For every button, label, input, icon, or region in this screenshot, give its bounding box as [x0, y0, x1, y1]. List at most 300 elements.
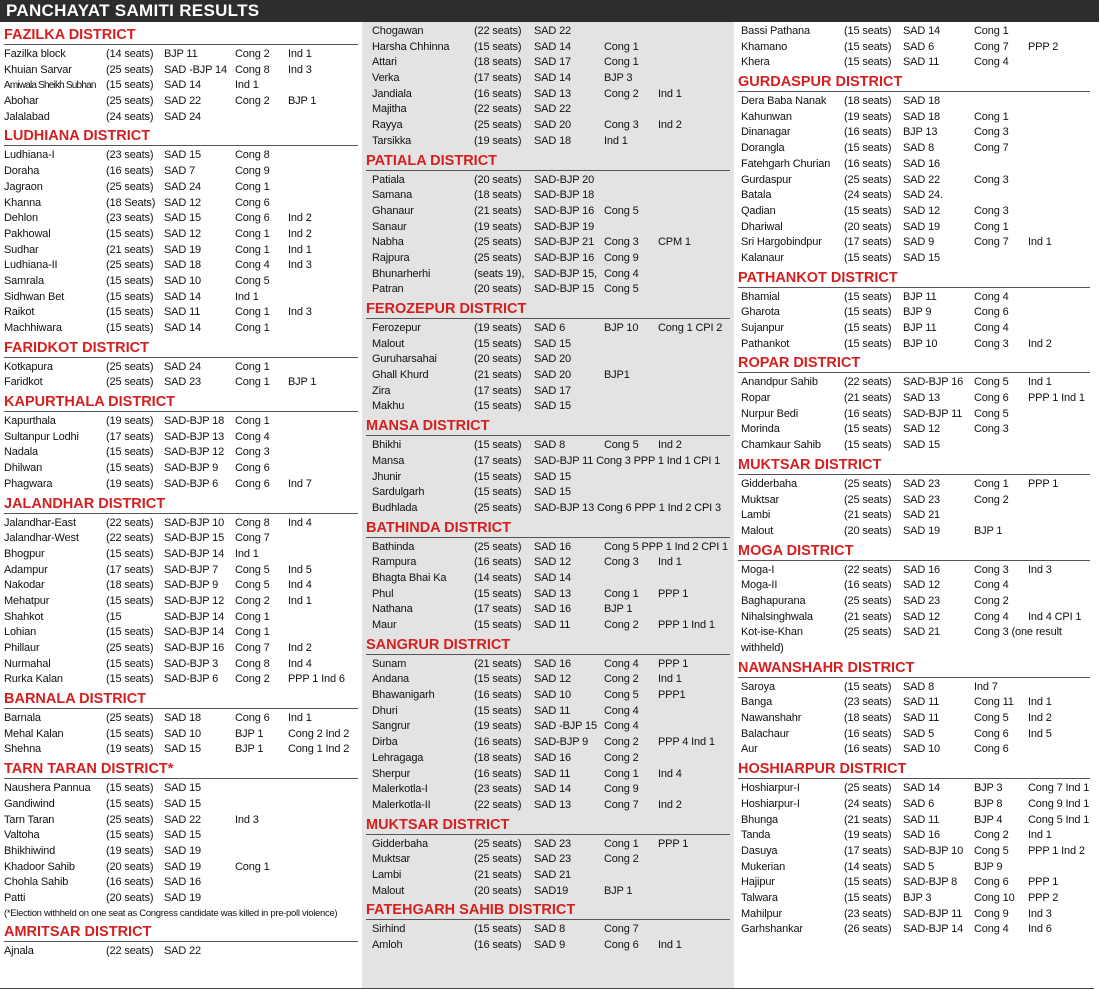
- result-2: Cong 6: [974, 876, 1009, 889]
- result-3: Ind 3: [288, 306, 312, 319]
- result-1: SAD 24: [164, 180, 202, 193]
- block-name: Sanaur: [372, 220, 407, 233]
- result-1: SAD-BJP 21: [534, 236, 595, 249]
- seat-count: (19 seats): [474, 720, 522, 733]
- result-row: [734, 610, 1094, 626]
- result-row: [362, 672, 734, 688]
- result-row: [734, 251, 1094, 267]
- result-row: [362, 368, 734, 384]
- seat-count: (17 seats): [474, 454, 522, 467]
- result-2: Cong 1: [974, 110, 1009, 123]
- block-name: Chamkaur Sahib: [741, 439, 821, 452]
- result-1: SAD 19: [164, 891, 202, 904]
- result-3: PPP 1 Ind 1: [1028, 392, 1085, 405]
- result-2: Cong 5 PPP 1 Ind 2 CPI 1: [604, 540, 729, 553]
- result-1: BJP 11: [903, 322, 937, 334]
- result-1: SAD 15: [164, 149, 202, 162]
- result-row: [0, 875, 362, 891]
- seat-count: (25 seats): [474, 501, 522, 514]
- result-row: [362, 798, 734, 814]
- seat-count: (26 seats): [844, 923, 892, 936]
- result-1: SAD 16: [903, 157, 941, 170]
- result-3: Ind 1: [658, 673, 682, 686]
- result-3: Ind 2: [1028, 337, 1052, 350]
- block-name: Kotkapura: [4, 360, 53, 373]
- seat-count: (14 seats): [474, 571, 522, 584]
- seat-count: (18 seats): [474, 56, 522, 69]
- result-1: SAD 21: [903, 626, 941, 639]
- result-2: Cong 7: [604, 798, 639, 811]
- result-1: SAD 8: [534, 439, 566, 452]
- seat-count: (15 seats): [844, 891, 892, 904]
- result-2: Cong 6: [974, 743, 1009, 756]
- result-row: [734, 110, 1094, 126]
- result-1: SAD 15: [534, 470, 572, 483]
- seat-count: (15 seats): [844, 337, 892, 350]
- result-row: [0, 477, 362, 493]
- result-row: [734, 680, 1094, 696]
- district-heading: FAZILKA DISTRICT: [4, 26, 358, 45]
- result-row: [362, 571, 734, 587]
- block-name: Malout: [372, 884, 405, 897]
- result-row: [0, 414, 362, 430]
- block-name: Moga-I: [741, 563, 775, 576]
- seat-count: (16 seats): [844, 727, 892, 740]
- result-3: Ind 6: [1028, 923, 1052, 936]
- result-1: SAD 15: [534, 400, 572, 413]
- seat-count: (16 seats): [844, 157, 892, 170]
- seat-count: (25 seats): [474, 540, 522, 553]
- seat-count: (22 seats): [106, 944, 154, 957]
- result-1: SAD 23: [534, 837, 572, 850]
- seat-count: (16 seats): [844, 579, 892, 592]
- result-2: BJP 3: [974, 782, 1003, 795]
- result-1: SAD 19: [903, 524, 941, 537]
- seat-count: (23 seats): [844, 907, 892, 920]
- result-2: Cong 7: [604, 923, 639, 936]
- result-3: Ind 4: [288, 516, 312, 529]
- block-name: Bhunga: [741, 813, 779, 826]
- result-row: [0, 781, 362, 797]
- district-heading: FATEHGARH SAHIB DISTRICT: [366, 901, 730, 920]
- result-2: Cong 1: [974, 220, 1009, 233]
- result-row: [362, 267, 734, 283]
- result-1: SAD 18: [903, 95, 941, 108]
- seat-count: (19 seats): [474, 220, 522, 233]
- block-name: Dinanagar: [741, 126, 791, 139]
- result-3: PPP 2: [1028, 891, 1059, 904]
- result-1: SAD-BJP 14: [164, 626, 225, 639]
- seat-count: (20 seats): [474, 283, 522, 296]
- result-2: Cong 10: [974, 891, 1015, 904]
- result-3: Ind 1: [288, 243, 312, 256]
- result-2: Cong 1: [604, 837, 639, 850]
- district-heading: FARIDKOT DISTRICT: [4, 339, 358, 358]
- seat-count: (20 seats): [844, 524, 892, 537]
- result-3: Cong 5 Ind 1: [1028, 813, 1090, 826]
- seat-count: (15 seats): [106, 657, 154, 670]
- result-row: [362, 102, 734, 118]
- result-row: [362, 352, 734, 368]
- seat-count: (15 seats): [844, 876, 892, 889]
- result-2: Ind 1: [235, 79, 259, 92]
- result-1: SAD 20: [534, 119, 572, 132]
- result-row: [0, 180, 362, 196]
- result-row: [362, 657, 734, 673]
- result-row: [0, 860, 362, 876]
- seat-count: (15 seats): [106, 227, 154, 240]
- result-row: [362, 852, 734, 868]
- result-3: Ind 2: [658, 439, 682, 452]
- result-row: [734, 828, 1094, 844]
- result-row: [362, 251, 734, 267]
- seat-count: (21 seats): [474, 657, 522, 670]
- block-name: Muktsar: [372, 853, 411, 866]
- result-2: Cong 2: [604, 736, 639, 749]
- result-2: Cong 5: [604, 204, 639, 217]
- result-1: SAD-BJP 18: [534, 189, 595, 202]
- block-name: Amloh: [372, 939, 403, 951]
- result-row: [0, 148, 362, 164]
- result-3: Ind 4 CPI 1: [1028, 610, 1082, 623]
- result-2: Cong 3: [604, 119, 639, 132]
- result-row: [734, 40, 1094, 56]
- block-name: Jandiala: [372, 87, 412, 100]
- seat-count: (22 seats): [474, 798, 522, 811]
- block-name: Makhu: [372, 400, 405, 413]
- result-1: SAD 14: [534, 40, 572, 53]
- result-1: SAD 12: [164, 196, 202, 209]
- block-name: Sunam: [372, 657, 407, 670]
- result-row: [0, 243, 362, 259]
- result-3: Ind 2: [658, 119, 682, 132]
- seat-count: (24 seats): [844, 797, 892, 810]
- result-1: SAD 9: [903, 236, 935, 249]
- result-1: SAD-BJP 11: [903, 907, 963, 920]
- block-name: Sudhar: [4, 243, 39, 256]
- result-2: Cong 2: [604, 619, 639, 631]
- result-3: Ind 1: [1028, 376, 1052, 389]
- seat-count: (25 seats): [844, 782, 892, 795]
- seat-count: (15 seats): [106, 673, 154, 686]
- result-1: SAD 14: [534, 783, 572, 796]
- result-1: SAD 12: [534, 556, 572, 569]
- result-1: SAD 7: [164, 165, 196, 178]
- result-1: SAD 10: [164, 727, 202, 740]
- result-2: BJP 4: [974, 813, 1003, 826]
- result-1: SAD-BJP 16: [903, 376, 964, 389]
- footnote: (*Election withheld on one seat as Congress candidate was killed in pre-poll violence): [4, 907, 338, 919]
- result-2: Cong 1: [235, 322, 270, 334]
- result-1: SAD-BJP 9: [164, 579, 219, 592]
- block-name: Chohla Sahib: [4, 876, 69, 889]
- block-name: Garhshankar: [741, 923, 803, 936]
- result-3: PPP 1: [658, 587, 689, 600]
- result-2: Cong 4: [974, 579, 1009, 592]
- result-1: SAD 24: [164, 110, 202, 123]
- result-1: SAD 19: [164, 860, 202, 873]
- result-1: SAD-BJP 12: [164, 446, 225, 459]
- result-row: [734, 305, 1094, 321]
- result-2: Cong 6: [235, 462, 270, 475]
- result-2: Cong 5: [974, 407, 1009, 420]
- block-name: Muktsar: [741, 493, 780, 506]
- result-2: BJP 8: [974, 797, 1003, 810]
- block-name: Nurpur Bedi: [741, 407, 799, 420]
- block-name: Pathankot: [741, 337, 790, 350]
- district-heading: HOSHIARPUR DISTRICT: [738, 760, 1090, 779]
- result-row: [362, 735, 734, 751]
- result-2: Cong 1: [604, 767, 639, 780]
- result-row: [734, 781, 1094, 797]
- block-name: Anandpur Sahib: [741, 376, 818, 389]
- result-row: [362, 282, 734, 298]
- result-row: [362, 40, 734, 56]
- result-row: [362, 837, 734, 853]
- block-name: Shahkot: [4, 610, 44, 623]
- result-3: BJP 1: [288, 95, 317, 108]
- block-name: Lehragaga: [372, 751, 424, 764]
- result-1: SAD 16: [903, 563, 941, 576]
- result-2: Cong 3: [235, 446, 270, 459]
- result-2: Cong 4: [974, 290, 1009, 303]
- result-row: [0, 797, 362, 813]
- result-row: [734, 797, 1094, 813]
- block-name: Rayya: [372, 119, 403, 132]
- block-name: Kot-ise-Khan: [741, 626, 803, 639]
- block-name: Mukerian: [741, 860, 786, 873]
- block-name: Ludhiana-II: [4, 259, 58, 272]
- result-1: SAD 11: [903, 56, 940, 69]
- result-row: [734, 188, 1094, 204]
- result-3: PPP1: [658, 689, 686, 702]
- district-heading: MANSA DISTRICT: [366, 417, 730, 436]
- seat-count: (17 seats): [474, 603, 522, 616]
- result-1: SAD 12: [164, 227, 202, 240]
- block-name: Adampur: [4, 563, 48, 576]
- block-name: Phagwara: [4, 477, 53, 490]
- result-3: Ind 1: [288, 48, 312, 60]
- result-row: [0, 196, 362, 212]
- seat-count: (15 seats): [474, 619, 522, 631]
- result-1: SAD 19: [903, 220, 941, 233]
- result-1: SAD 22: [534, 103, 572, 116]
- seat-count: (23 seats): [106, 149, 154, 162]
- result-1: SAD 15: [164, 797, 202, 810]
- result-row: [0, 305, 362, 321]
- block-name: Rampura: [372, 556, 417, 569]
- block-name: Khamano: [741, 40, 788, 53]
- result-1: SAD-BJP 13 Cong 6 PPP 1 Ind 2 CPI 3: [534, 501, 721, 514]
- result-row: [734, 321, 1094, 337]
- result-2: Cong 8: [235, 63, 270, 76]
- result-3: CPM 1: [658, 236, 691, 249]
- result-2: Ind 1: [235, 290, 259, 303]
- seat-count: (22 seats): [106, 532, 154, 545]
- seat-count: (21 seats): [474, 369, 522, 382]
- result-3: Ind 4: [658, 767, 682, 780]
- block-name: Malout: [741, 524, 774, 537]
- results-column-2: [362, 22, 734, 988]
- result-1: BJP 3: [903, 891, 932, 904]
- result-2: Cong 6: [235, 196, 270, 209]
- result-3: PPP 1 Ind 6: [288, 673, 345, 686]
- result-row: [362, 337, 734, 353]
- result-1: SAD 16: [903, 829, 941, 842]
- block-name: Mehatpur: [4, 594, 50, 607]
- result-1: SAD-BJP 3: [164, 657, 219, 670]
- result-1: SAD 11: [534, 619, 571, 631]
- block-name: Jalandhar-West: [4, 532, 79, 545]
- seat-count: (15 seats): [106, 306, 154, 319]
- seat-count: (15 seats): [106, 797, 154, 810]
- result-2: Cong 1: [235, 376, 270, 389]
- result-1: SAD 13: [903, 392, 941, 405]
- block-name: Fazilka block: [4, 48, 66, 60]
- result-3: Ind 2: [658, 798, 682, 811]
- result-row: [734, 157, 1094, 173]
- block-name: Hajipur: [741, 876, 775, 889]
- block-name: Ajnala: [4, 944, 34, 957]
- block-name: Batala: [741, 189, 772, 202]
- block-name: Sri Hargobindpur: [741, 236, 822, 249]
- result-row: [0, 531, 362, 547]
- block-name: Faridkot: [4, 376, 43, 389]
- block-name: Dasuya: [741, 844, 778, 857]
- block-name: Mansa: [372, 454, 405, 467]
- result-2: Cong 6: [235, 212, 270, 225]
- seat-count: (16 seats): [844, 126, 892, 139]
- result-2: Cong 2: [235, 95, 270, 108]
- seat-count: (18 Seats): [106, 196, 156, 209]
- result-1: SAD 24: [164, 360, 202, 373]
- result-2: Cong 9: [235, 165, 270, 178]
- result-1: SAD 12: [903, 610, 941, 623]
- block-name: Lambi: [372, 868, 402, 881]
- result-1: SAD 15: [164, 782, 202, 795]
- block-name: Kahunwan: [741, 110, 792, 123]
- block-name: Dhuri: [372, 704, 398, 717]
- result-2: Cong 1: [235, 227, 270, 240]
- seat-count: (25 seats): [844, 477, 892, 490]
- result-row: [0, 211, 362, 227]
- seat-count: (25 seats): [106, 360, 154, 373]
- block-name: Patti: [4, 891, 26, 904]
- result-row: [362, 71, 734, 87]
- result-3: Ind 3: [1028, 907, 1052, 920]
- result-row: [362, 134, 734, 150]
- seat-count: (25 seats): [106, 712, 154, 725]
- seat-count: (15 seats): [474, 470, 522, 483]
- block-name: Bhikhiwind: [4, 844, 56, 857]
- result-1: SAD-BJP 16: [164, 642, 225, 654]
- result-row: [362, 884, 734, 900]
- result-row: [734, 290, 1094, 306]
- block-name: Gidderbaha: [741, 477, 797, 490]
- result-row: [734, 922, 1094, 938]
- result-2: Cong 11: [974, 696, 1014, 709]
- result-row: [734, 204, 1094, 220]
- result-2: Cong 5: [974, 712, 1009, 725]
- result-row: [0, 375, 362, 391]
- seat-count: (16 seats): [474, 689, 522, 702]
- block-name: Patran: [372, 283, 404, 296]
- result-3: Cong 1 CPI 2: [658, 322, 723, 334]
- seat-count: (15 seats): [844, 290, 892, 303]
- block-name: Nadala: [4, 446, 38, 459]
- block-name: Sherpur: [372, 767, 411, 780]
- result-row: [0, 625, 362, 641]
- seat-count: (15 seats): [474, 486, 522, 499]
- result-row: [362, 587, 734, 603]
- result-row: [734, 391, 1094, 407]
- block-name: Ghanaur: [372, 204, 414, 217]
- result-row: [0, 641, 362, 657]
- result-2: BJP 1: [604, 603, 633, 616]
- result-1: SAD 22: [164, 944, 202, 957]
- block-name: Dirba: [372, 736, 398, 749]
- result-row: [0, 547, 362, 563]
- block-name: Nurmahal: [4, 657, 51, 670]
- result-row: [0, 290, 362, 306]
- result-1: SAD 16: [534, 603, 572, 616]
- result-3: PPP 1 Ind 1: [658, 619, 715, 631]
- block-name: Jhunir: [372, 470, 402, 483]
- block-name: Ropar: [741, 392, 771, 405]
- seat-count: (22 seats): [474, 103, 522, 116]
- block-name: Patiala: [372, 173, 405, 186]
- district-heading: JALANDHAR DISTRICT: [4, 495, 358, 514]
- result-row: [362, 235, 734, 251]
- seat-count: (22 seats): [844, 563, 892, 576]
- district-heading: ROPAR DISTRICT: [738, 354, 1090, 373]
- block-name: Nabha: [372, 236, 404, 249]
- seat-count: (14 seats): [844, 860, 892, 873]
- result-3: PPP 1: [658, 837, 689, 850]
- result-1: SAD 14: [534, 72, 572, 85]
- result-2: Cong 1: [235, 360, 270, 373]
- block-name: Harsha Chhinna: [372, 40, 450, 53]
- result-row: [734, 235, 1094, 251]
- result-2: Cong 3: [974, 204, 1009, 217]
- result-3: Ind 3: [1028, 563, 1052, 576]
- result-row: [734, 375, 1094, 391]
- result-2: Cong 1: [235, 626, 270, 639]
- result-row: [734, 524, 1094, 540]
- result-row: [0, 47, 362, 63]
- seat-count: (15 seats): [844, 204, 892, 217]
- block-name: Bhogpur: [4, 547, 45, 560]
- result-row: [734, 695, 1094, 711]
- result-2: Cong 6: [974, 392, 1009, 405]
- result-1: SAD 18: [164, 712, 202, 725]
- seat-count: (20 seats): [474, 173, 522, 186]
- seat-count: (15 seats): [844, 251, 892, 264]
- result-row: [0, 844, 362, 860]
- result-row: [362, 704, 734, 720]
- result-1: SAD 14: [164, 290, 202, 303]
- block-name: Bhikhi: [372, 439, 402, 452]
- result-1: SAD 14: [903, 25, 941, 37]
- result-2: Cong 2: [235, 48, 270, 60]
- district-heading: MOGA DISTRICT: [738, 542, 1090, 561]
- seat-count: (18 seats): [474, 751, 522, 764]
- seat-count: (20 seats): [474, 353, 522, 366]
- seat-count: (19 seats): [106, 844, 154, 857]
- result-row: [0, 891, 362, 907]
- block-name: Rajpura: [372, 251, 410, 264]
- block-name: Abohar: [4, 95, 39, 108]
